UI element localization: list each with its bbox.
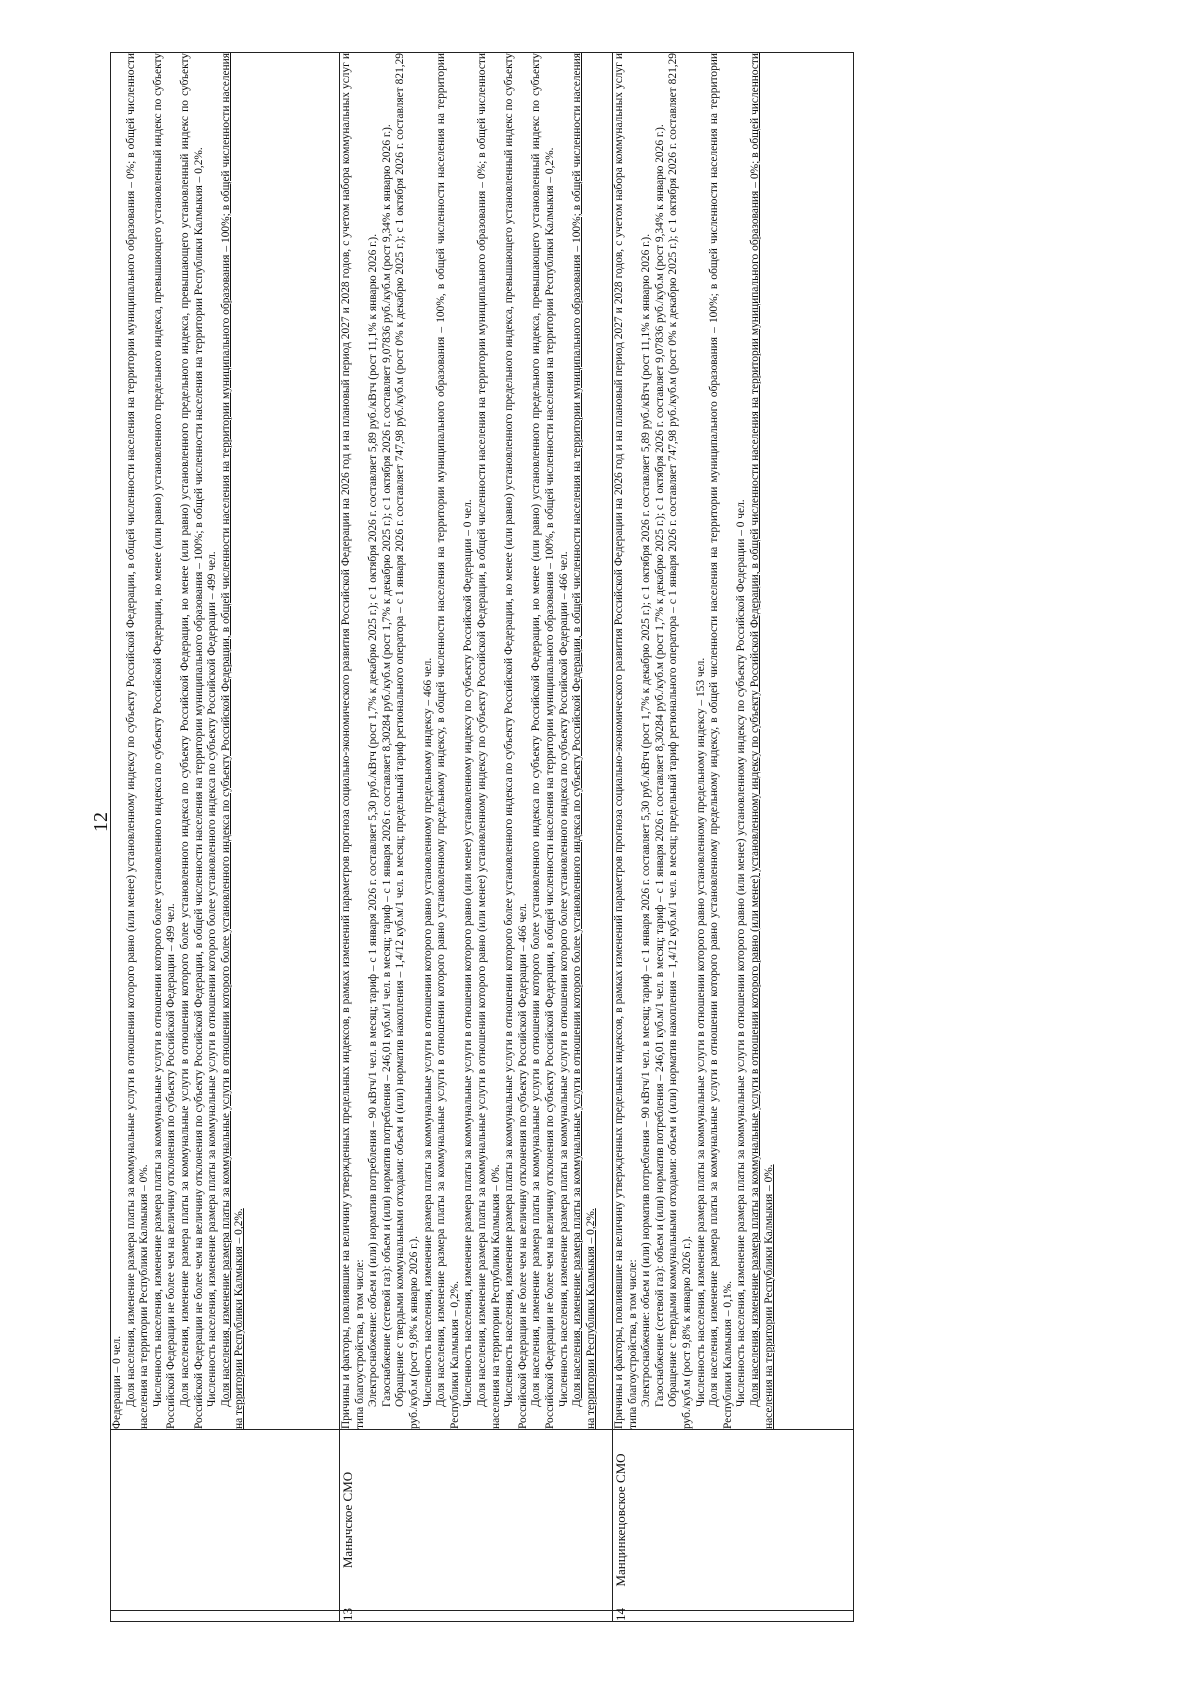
description-paragraph: Газоснабжение (сетевой газ): объем и (или) норматив потребления – 246,01 куб.м/1 чел. в месяц; тариф – с 1 января 2026 г. составляет 8,30284 руб./куб.м (рост 1,7% к декабрю 2025 г.); с 1 октября 2026 г. составляет 9,07836 руб./куб.м (рост 9,34% к январю 2026 г.). (380, 124, 393, 1407)
description-paragraph: Численность населения, изменение размера платы за коммунальные услуги в отношении которого более установленного индекса по субъекту Российской Федерации – 466 чел. (557, 551, 570, 1407)
description-paragraph: Численность населения, изменение размера платы за коммунальные услуги в отношении которого более установленного индекса по субъекту Российской Федерации, но менее (или равно) установленного предельного индекса, превышающего установленный индекс по субъекту Российской Федерации не более чем на величину отклонения по субъекту Российской Федерации – 466 чел. (503, 53, 529, 1429)
description-paragraph: Доля населения, изменение размера платы за коммунальные услуги в отношении которого более установленного индекса по субъекту Российской Федерации, но менее (или равно) установленного предельного индекса, превышающего установленный индекс по субъекту Российской Федерации не более чем на величину отклонения по субъекту Российской Федерации, в общей численности населения на территории муниципального образования – 100%, в общей численности населения на территории Республики Калмыкия – 0,2%. (530, 53, 556, 1429)
description-paragraph: Обращение с твердыми коммунальными отходами: объем и (или) норматив накопления – 1,4/12 куб.м/1 чел. в месяц; предельный тариф регионального оператора – с 1 января 2026 г. составляет 747,98 руб./куб.м (рост 0% к декабрю 2025 г.); с 1 октября 2026 г. составляет 821,29 руб./куб.м (рост 9,8% к январю 2026 г.). (394, 53, 420, 1429)
municipality-name-cell: Манычское СМО (340, 1430, 613, 1611)
description-paragraph: Электроснабжение: объем и (или) норматив потребления – 90 кВтч/1 чел. в месяц; тариф – с 1 января 2026 г. составляет 5,30 руб./кВтч (рост 1,7% к декабрю 2025 г.); с 1 октября 2026 г. составляет 5,89 руб./кВтч (рост 11,1% к январю 2026 г.). (640, 233, 653, 1407)
description-paragraph: Федерации – 0 чел. (111, 1335, 123, 1429)
description-paragraph: Численность населения, изменение размера платы за коммунальные услуги в отношении которого равно установленному предельному индексу – 466 чел. (421, 657, 434, 1407)
table-row (111, 53, 340, 1622)
description-paragraph: Доля населения, изменение размера платы за коммунальные услуги в отношении которого равно (или менее) установленному индексу по субъекту Российской Федерации, в общей численности населения на территории муниципального образования – 0%; в общей численности населения на территории Республики Калмыкия – 0%. (748, 53, 775, 1429)
description-cell (111, 53, 340, 1430)
description-paragraph: Причины и факторы, повлиявшие на величину утвержденных предельных индексов, в рамках изменений параметров прогноза социально-экономического развития Российской Федерации на 2026 год и на плановый период 2027 и 2028 годов, с учетом набора коммунальных услуг и типа благоустройства, в том числе: (340, 53, 366, 1429)
description-paragraph: Газоснабжение (сетевой газ): объем и (или) норматив потребления – 246,01 куб.м/1 чел. в месяц; тариф – с 1 января 2026 г. составляет 8,30284 руб./куб.м (рост 1,7% к декабрю 2025 г.); с 1 октября 2026 г. составляет 9,07836 руб./куб.м (рост 9,34% к январю 2026 г.). (653, 124, 666, 1407)
description-paragraph: Численность населения, изменение размера платы за коммунальные услуги в отношении которого равно (или менее) установленному индексу по субъекту Российской Федерации – 0 чел. (735, 499, 748, 1407)
row-number-cell (111, 1611, 340, 1622)
description-paragraph: Причины и факторы, повлиявшие на величину утвержденных предельных индексов, в рамках изменений параметров прогноза социально-экономического развития Российской Федерации на 2026 год и на плановый период 2027 и 2028 годов, с учетом набора коммунальных услуг и типа благоустройства, в том числе: (613, 53, 639, 1429)
description-paragraph: Электроснабжение: объем и (или) норматив потребления – 90 кВтч/1 чел. в месяц; тариф – с 1 января 2026 г. составляет 5,30 руб./кВтч (рост 1,7% к декабрю 2025 г.); с 1 октября 2026 г. составляет 5,89 руб./кВтч (рост 11,1% к январю 2026 г.). (367, 233, 380, 1407)
table-row (613, 53, 854, 1622)
description-paragraph: Доля населения, изменение размера платы за коммунальные услуги в отношении которого более установленного индекса по субъекту Российской Федерации, но менее (или равно) установленного предельного индекса, превышающего установленный индекс по субъекту Российской Федерации не более чем на величину отклонения по субъекту Российской Федерации, в общей численности населения на территории муниципального образования – 100%; в общей численности населения на территории Республики Калмыкия – 0,2%. (178, 53, 205, 1429)
description-paragraph: Численность населения, изменение размера платы за коммунальные услуги в отношении которого более установленного индекса по субъекту Российской Федерации, но менее (или равно) установленного предельного индекса, превышающего установленный индекс по субъекту Российской Федерации не более чем на величину отклонения по субъекту Российской Федерации – 499 чел. (151, 53, 178, 1429)
description-paragraph: Численность населения, изменение размера платы за коммунальные услуги в отношении которого равно (или менее) установленному индексу по субъекту Российской Федерации – 0 чел. (462, 499, 475, 1407)
table-row (340, 53, 613, 1622)
row-number-cell: 13 (340, 1611, 613, 1622)
description-paragraph: Доля населения, изменение размера платы за коммунальные услуги в отношении которого равно установленному предельному индексу, в общей численности населения на территории муниципального образования – 100%, в общей численности населения на территории Республики Калмыкия – 0,2%. (435, 53, 461, 1429)
description-cell (340, 53, 613, 1430)
document-table (110, 52, 854, 1622)
row-number-cell: 14 (613, 1611, 854, 1622)
description-paragraph: Обращение с твердыми коммунальными отходами: объем и (или) норматив накопления – 1,4/12 куб.м/1 чел. в месяц; предельный тариф регионального оператора – с 1 января 2026 г. составляет 747,98 руб./куб.м (рост 0% к декабрю 2025 г.); с 1 октября 2026 г. составляет 821,29 руб./куб.м (рост 9,8% к январю 2026 г.). (667, 53, 693, 1429)
description-paragraph: Численность населения, изменение размера платы за коммунальные услуги в отношении которого более установленного индекса по субъекту Российской Федерации – 499 чел. (206, 551, 219, 1407)
municipality-name-cell (111, 1430, 340, 1611)
description-paragraph: Доля населения, изменение размера платы за коммунальные услуги в отношении которого более установленного индекса по субъекту Российской Федерации, в общей численности населения на территории муниципального образования – 100%; в общей численности населения на территории Республики Калмыкия – 0,2%. (219, 53, 246, 1429)
description-paragraph: Доля населения, изменение размера платы за коммунальные услуги в отношении которого более установленного индекса по субъекту Российской Федерации, в общей численности населения на территории муниципального образования – 100%; в общей численности населения на территории Республики Калмыкия – 0,2%. (571, 53, 597, 1429)
description-paragraph: Численность населения, изменение размера платы за коммунальные услуги в отношении которого равно установленному предельному индексу – 153 чел. (694, 657, 707, 1407)
description-cell (613, 53, 854, 1430)
description-paragraph: Доля населения, изменение размера платы за коммунальные услуги в отношении которого равно (или менее) установленному индексу по субъекту Российской Федерации, в общей численности населения на территории муниципального образования – 0%; в общей численности населения на территории Республики Калмыкия – 0%. (475, 53, 502, 1429)
description-paragraph: Доля населения, изменение размера платы за коммунальные услуги в отношении которого равно (или менее) установленному индексу по субъекту Российской Федерации, в общей численности населения на территории муниципального образования – 0%; в общей численности населения на территории Республики Калмыкия – 0%. (124, 53, 151, 1429)
rotated-page-content (110, 52, 850, 1622)
description-paragraph: Доля населения, изменение размера платы за коммунальные услуги в отношении которого равно установленному предельному индексу, в общей численности населения на территории муниципального образования – 100%; в общей численности населения на территории Республики Калмыкия – 0,1%. (708, 53, 734, 1429)
page-number: 12 (90, 812, 112, 832)
municipality-name-cell: Манцинкецовское СМО (613, 1430, 854, 1611)
